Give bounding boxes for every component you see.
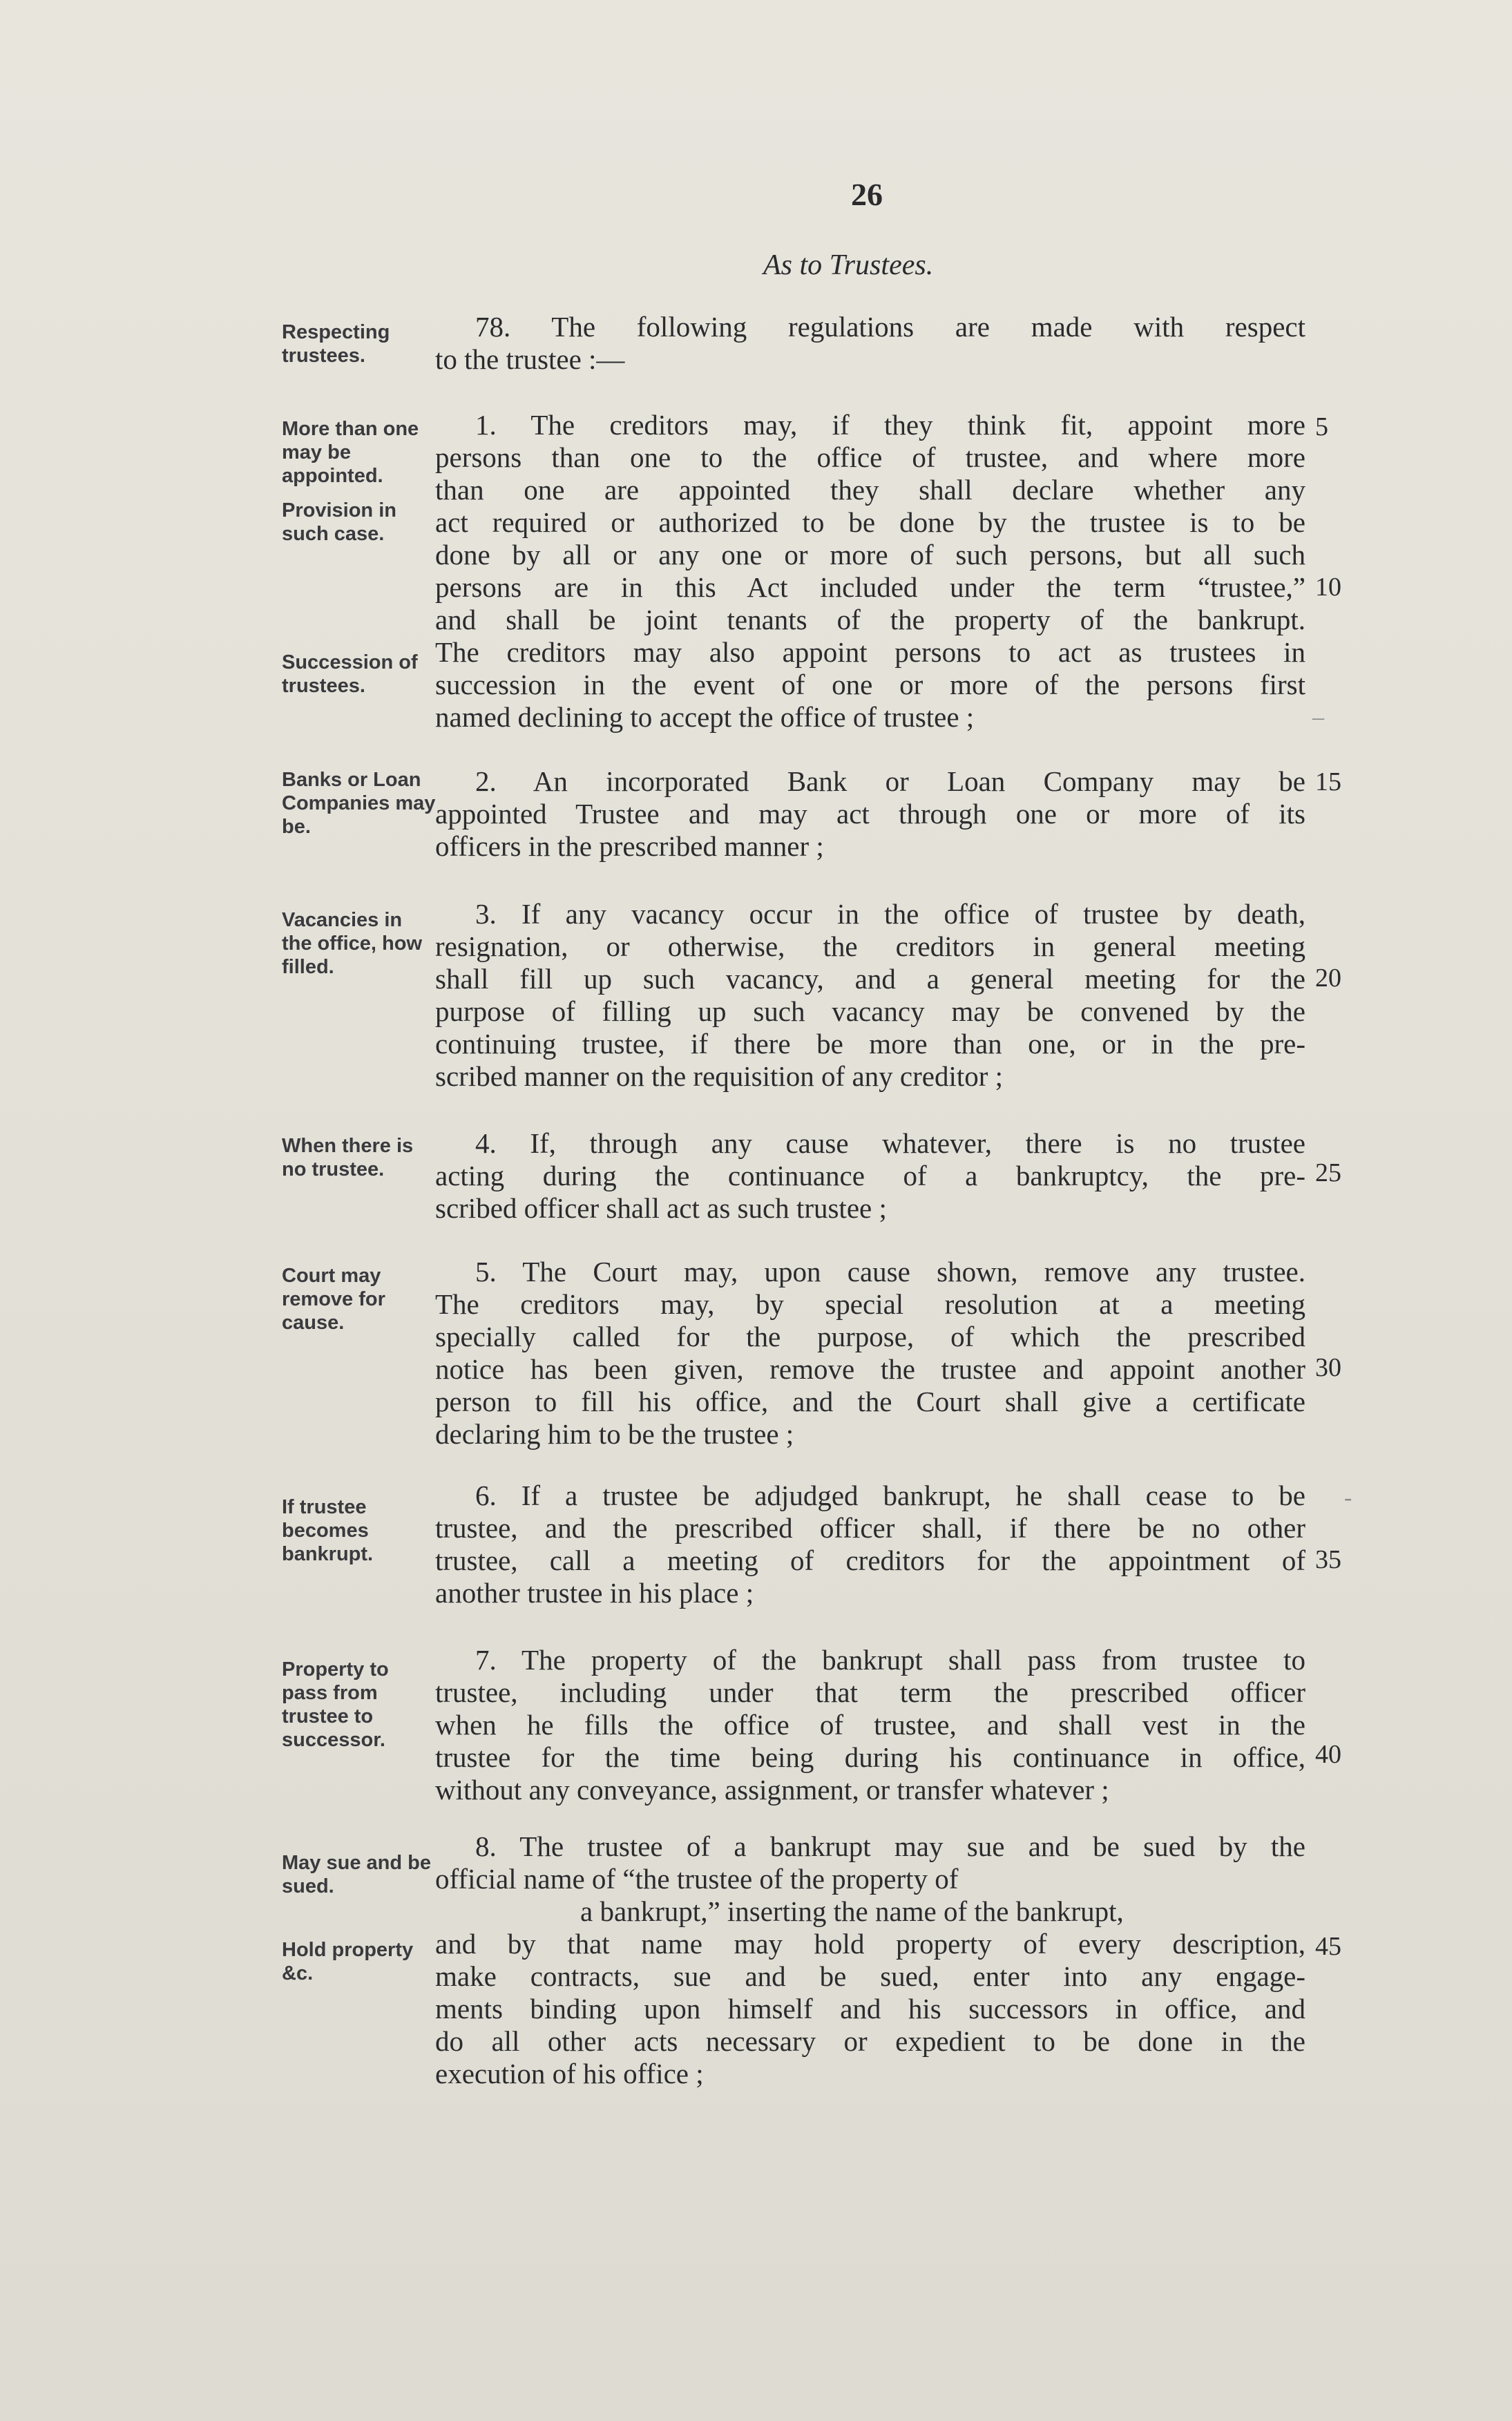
line-number: 30 (1315, 1353, 1341, 1382)
text-line: officers in the prescribed manner ; (435, 830, 824, 862)
margin-note-vacancies: Vacancies in the office, how filled. (282, 909, 422, 978)
text-line: acting during the continuance of a bankruptcy, the pre- (435, 1160, 1305, 1192)
text-line: person to fill his office, and the Court shall give a certificate (435, 1386, 1305, 1417)
paragraph-3 (435, 898, 1305, 1093)
paragraph-4 (435, 1127, 1305, 1225)
paragraph-2 (435, 765, 1305, 863)
text-line: 5. The Court may, upon cause shown, remove any trustee. (475, 1256, 1305, 1288)
text-line: act required or authorized to be done by the trustee is to be (435, 506, 1305, 538)
margin-note-trustee-bankrupt: If trustee becomes bankrupt. (282, 1496, 374, 1565)
line-number: 10 (1315, 573, 1341, 602)
text-line: shall fill up such vacancy, and a general meeting for the (435, 963, 1305, 995)
page-number: 26 (851, 177, 883, 212)
text-line: appointed Trustee and may act through one or more of its (435, 798, 1305, 830)
margin-note-banks: Banks or Loan Companies may be. (282, 769, 436, 838)
text-line: notice has been given, remove the trustee and appoint another (435, 1353, 1305, 1385)
margin-note-property-pass: Property to pass from trustee to successor. (282, 1658, 389, 1751)
text-line: scribed manner on the requisition of any creditor ; (435, 1060, 1004, 1092)
text-line: official name of “the trustee of the property of (435, 1863, 959, 1895)
paragraph-5 (435, 1256, 1305, 1451)
text-line: do all other acts necessary or expedient to be done in the (435, 2025, 1305, 2057)
text-line: 8. The trustee of a bankrupt may sue and be sued by the (475, 1830, 1305, 1862)
text-line: 1. The creditors may, if they think fit, appoint more (475, 409, 1305, 441)
text-line: persons than one to the office of trustee, and where more (435, 441, 1305, 473)
text-line: trustee, call a meeting of creditors for the appointment of (435, 1544, 1305, 1576)
text-line: a bankrupt,” inserting the name of the bankrupt, (580, 1895, 1124, 1927)
paragraph-8 (435, 1830, 1305, 2090)
text-line: 78. The following regulations are made with respect (475, 311, 1305, 343)
section-heading: As to Trustees. (763, 249, 934, 281)
text-line: resignation, or otherwise, the creditors in general meeting (435, 930, 1305, 962)
text-line: The creditors may, by special resolution at a meeting (435, 1288, 1305, 1320)
text-line: ments binding upon himself and his successors in office, and (435, 1993, 1305, 2025)
margin-note-more-than-one: More than one may be appointed. (282, 418, 419, 487)
text-line: purpose of filling up such vacancy may be convened by the (435, 995, 1305, 1027)
text-line: make contracts, sue and be sued, enter into any engage- (435, 1960, 1305, 1992)
text-line: scribed officer shall act as such trustee ; (435, 1192, 887, 1224)
text-line: when he fills the office of trustee, and shall vest in the (435, 1709, 1305, 1741)
stray-mark: - (1344, 1485, 1352, 1511)
line-number: 5 (1315, 412, 1328, 441)
margin-note-sue: May sue and be sued. (282, 1852, 431, 1897)
text-line: trustee, including under that term the prescribed officer (435, 1676, 1305, 1708)
text-line: trustee for the time being during his continuance in office, (435, 1741, 1305, 1773)
line-number: 20 (1315, 964, 1341, 993)
text-line: The creditors may also appoint persons to act as trustees in (435, 636, 1305, 668)
text-line: 3. If any vacancy occur in the office of trustee by death, (475, 898, 1305, 930)
text-line: succession in the event of one or more of the persons first (435, 669, 1305, 700)
text-line: than one are appointed they shall declare whether any (435, 474, 1305, 506)
margin-note-respecting-trustees: Respecting trustees. (282, 321, 390, 367)
text-line: trustee, and the prescribed officer shall, if there be no other (435, 1512, 1305, 1544)
line-number: 25 (1315, 1158, 1341, 1187)
text-line: named declining to accept the office of trustee ; (435, 701, 975, 733)
margin-note-court-remove: Court may remove for cause. (282, 1265, 385, 1334)
text-line: specially called for the purpose, of which the prescribed (435, 1321, 1305, 1352)
line-number: 15 (1315, 767, 1341, 796)
text-line: continuing trustee, if there be more than one, or in the pre- (435, 1028, 1305, 1060)
paragraph-7 (435, 1644, 1305, 1806)
line-number: 45 (1315, 1932, 1341, 1961)
paragraph-6 (435, 1480, 1305, 1609)
text-line: 6. If a trustee be adjudged bankrupt, he shall cease to be (475, 1480, 1305, 1511)
text-line: persons are in this Act included under the term “trustee,” (435, 571, 1305, 603)
text-line: 7. The property of the bankrupt shall pass from trustee to (475, 1644, 1305, 1676)
margin-note-succession: Succession of trustees. (282, 651, 418, 697)
text-line: 4. If, through any cause whatever, there is no trustee (475, 1127, 1305, 1159)
margin-note-provision: Provision in such case. (282, 499, 396, 545)
margin-note-no-trustee: When there is no trustee. (282, 1135, 414, 1180)
stray-mark: – (1312, 705, 1324, 730)
line-number: 35 (1315, 1545, 1341, 1574)
text-line: execution of his office ; (435, 2058, 704, 2089)
text-line: and by that name may hold property of every description, (435, 1928, 1305, 1960)
text-line: to the trustee :— (435, 343, 625, 375)
paragraph-78 (435, 311, 1305, 376)
text-line: another trustee in his place ; (435, 1577, 754, 1609)
text-line: and shall be joint tenants of the property of the bankrupt. (435, 604, 1305, 635)
text-line: without any conveyance, assignment, or transfer whatever ; (435, 1774, 1109, 1806)
line-number: 40 (1315, 1740, 1341, 1769)
paragraph-1 (435, 409, 1305, 734)
text-line: 2. An incorporated Bank or Loan Company may be (475, 765, 1305, 797)
margin-note-hold-property: Hold property &c. (282, 1939, 414, 1984)
text-line: declaring him to be the trustee ; (435, 1418, 794, 1450)
text-line: done by all or any one or more of such persons, but all such (435, 539, 1305, 571)
